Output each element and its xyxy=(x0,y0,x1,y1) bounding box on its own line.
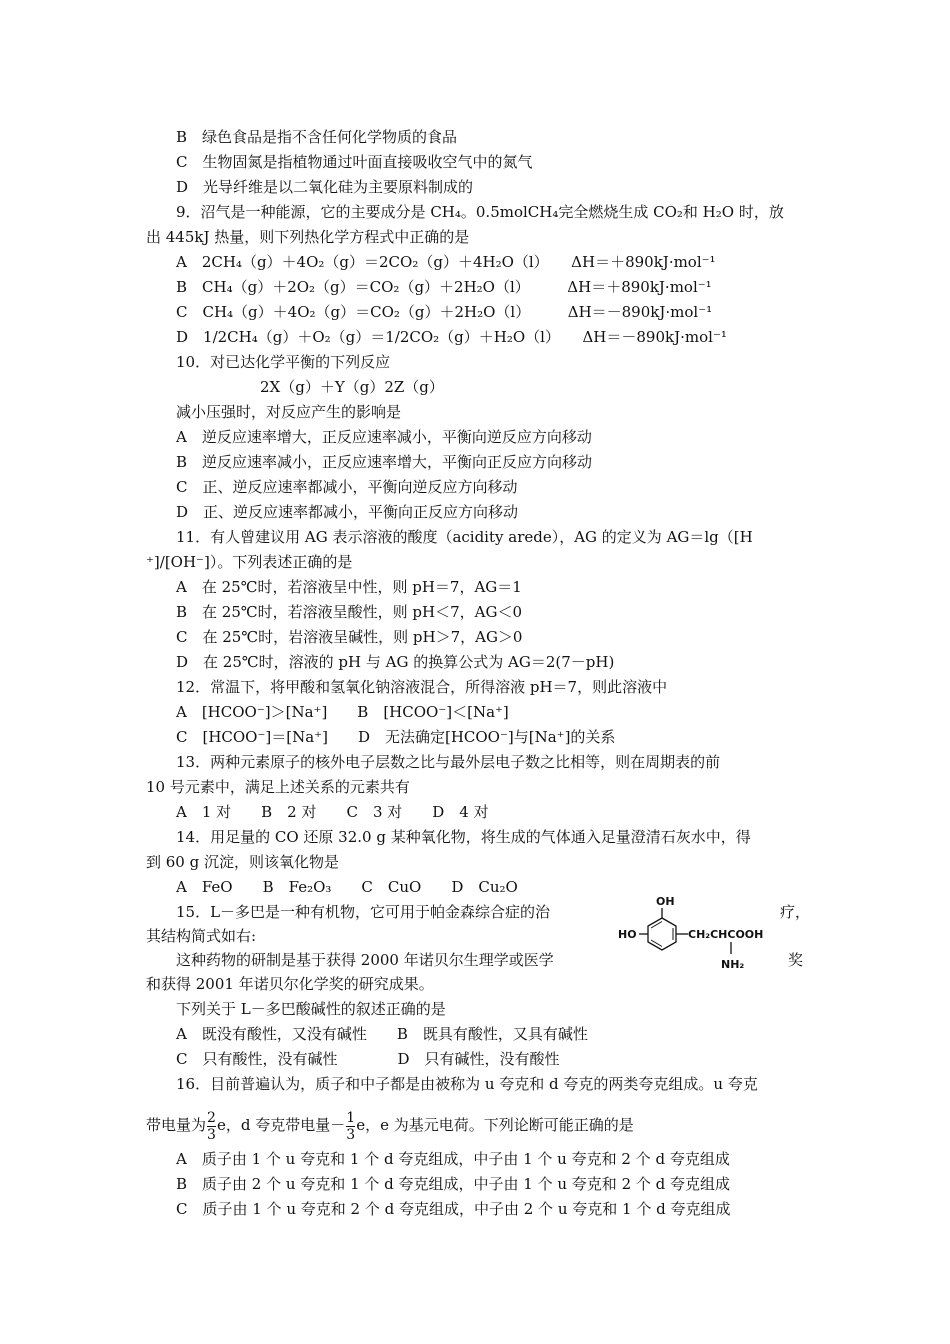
q12-options-ab: A [HCOO⁻]＞[Na⁺] B [HCOO⁻]＜[Na⁺] xyxy=(176,703,509,721)
q10-equation: 2X（g）＋Y（g）2Z（g） xyxy=(260,378,444,396)
l-dopa-structure-diagram xyxy=(618,892,776,976)
q14-options: A FeO B Fe₂O₃ C CuO D Cu₂O xyxy=(176,878,518,896)
q11-option-d: D 在 25℃时，溶液的 pH 与 AG 的换算公式为 AG＝2(7－pH) xyxy=(176,653,615,671)
q9-option-d: D 1/2CH₄（g）＋O₂（g）＝1/2CO₂（g）＋H₂O（l） ΔH＝－890kJ·mol⁻¹ xyxy=(176,328,727,346)
q12-stem: 12．常温下，将甲酸和氢氧化钠溶液混合，所得溶液 pH＝7，则此溶液中 xyxy=(176,678,668,696)
struct-side-chain: CH₂CHCOOH xyxy=(688,928,764,941)
q16-stem-line2 xyxy=(146,1107,634,1143)
q10-stem-line2: 减小压强时，对反应产生的影响是 xyxy=(176,403,402,421)
fraction-one-third xyxy=(346,1110,355,1143)
q13-stem-line1: 13．两种元素原子的核外电子层数之比与最外层电子数之比相等，则在周期表的前 xyxy=(176,753,721,771)
q15-stem-line2: 其结构简式如右: xyxy=(146,927,257,945)
fraction-numerator: 2 xyxy=(207,1109,216,1126)
q10-stem: 10．对已达化学平衡的下列反应 xyxy=(176,353,391,371)
q9-stem-line1: 9．沼气是一种能源，它的主要成分是 CH₄。0.5molCH₄完全燃烧生成 CO₂和 H₂O 时，放 xyxy=(176,203,784,221)
q10-option-d: D 正、逆反应速率都减小，平衡向正反应方向移动 xyxy=(176,503,519,521)
q11-option-c: C 在 25℃时，岩溶液呈碱性，则 pH＞7，AG＞0 xyxy=(176,628,523,646)
q15-stem-line4: 和获得 2001 年诺贝尔化学奖的研究成果。 xyxy=(146,975,434,993)
fraction-denominator: 3 xyxy=(207,1126,216,1143)
struct-oh-top: OH xyxy=(656,895,675,908)
q13-stem-line2: 10 号元素中，满足上述关系的元素共有 xyxy=(146,778,410,796)
q14-stem-line2: 到 60 g 沉淀，则该氧化物是 xyxy=(146,853,339,871)
q10-option-a: A 逆反应速率增大，正反应速率减小，平衡向逆反应方向移动 xyxy=(176,428,592,446)
q16-stem-line1: 16．目前普遍认为，质子和中子都是由被称为 u 夸克和 d 夸克的两类夸克组成。u 夸克 xyxy=(176,1075,758,1093)
q9-option-c: C CH₄（g）＋4O₂（g）＝CO₂（g）＋2H₂O（l） ΔH＝－890kJ·mol⁻¹ xyxy=(176,303,713,321)
q15-stem-line1: 15．L－多巴是一种有机物，它可用于帕金森综合症的治 xyxy=(176,903,551,921)
q9-option-a: A 2CH₄（g）＋4O₂（g）＝2CO₂（g）＋4H₂O（l） ΔH＝＋890kJ·mol⁻¹ xyxy=(176,253,716,271)
q13-options: A 1 对 B 2 对 C 3 对 D 4 对 xyxy=(176,803,489,821)
struct-oh-left: HO xyxy=(618,928,637,941)
q16-option-a: A 质子由 1 个 u 夸克和 1 个 d 夸克组成，中子由 1 个 u 夸克和 2 个 d 夸克组成 xyxy=(176,1150,730,1168)
q11-stem-line1: 11．有人曾建议用 AG 表示溶液的酸度（acidity arede），AG 的定义为 AG＝lg（[H xyxy=(176,528,753,546)
q9-stem-line2: 出 445kJ 热量，则下列热化学方程式中正确的是 xyxy=(146,228,470,246)
q11-option-a: A 在 25℃时，若溶液呈中性，则 pH＝7，AG＝1 xyxy=(176,578,522,596)
q11-option-b: B 在 25℃时，若溶液呈酸性，则 pH＜7，AG＜0 xyxy=(176,603,523,621)
q16-text-part3: e，e 为基元电荷。下列论断可能正确的是 xyxy=(356,1116,634,1134)
q15-stem-line3-end: 奖 xyxy=(788,951,804,969)
q16-option-c: C 质子由 1 个 u 夸克和 2 个 d 夸克组成，中子由 2 个 u 夸克和 1 个 d 夸克组成 xyxy=(176,1200,731,1218)
fraction-numerator: 1 xyxy=(346,1109,356,1126)
fraction-denominator: 3 xyxy=(346,1126,356,1143)
q9-option-b: B CH₄（g）＋2O₂（g）＝CO₂（g）＋2H₂O（l） ΔH＝＋890kJ·mol⁻¹ xyxy=(176,278,712,296)
q15-stem-line5: 下列关于 L－多巴酸碱性的叙述正确的是 xyxy=(176,1000,446,1018)
q12-options-cd: C [HCOO⁻]＝[Na⁺] D 无法确定[HCOO⁻]与[Na⁺]的关系 xyxy=(176,728,616,746)
q10-option-b: B 逆反应速率减小，正反应速率增大，平衡向正反应方向移动 xyxy=(176,453,593,471)
q15-options-ab: A 既没有酸性，又没有碱性 B 既具有酸性，又具有碱性 xyxy=(176,1025,588,1043)
q8-option-d: D 光导纤维是以二氧化硅为主要原料制成的 xyxy=(176,178,474,196)
q16-option-b: B 质子由 2 个 u 夸克和 1 个 d 夸克组成，中子由 1 个 u 夸克和 2 个 d 夸克组成 xyxy=(176,1175,731,1193)
q16-text-part2: e，d 夸克带电量－ xyxy=(217,1116,346,1134)
struct-amino: NH₂ xyxy=(721,958,745,971)
q8-option-c: C 生物固氮是指植物通过叶面直接吸收空气中的氮气 xyxy=(176,153,533,171)
q8-option-b: B 绿色食品是指不含任何化学物质的食品 xyxy=(176,128,458,146)
q16-text-part1: 带电量为 xyxy=(146,1116,207,1134)
q10-option-c: C 正、逆反应速率都减小，平衡向逆反应方向移动 xyxy=(176,478,518,496)
q14-stem-line1: 14．用足量的 CO 还原 32.0 g 某种氧化物，将生成的气体通入足量澄清石灰水中，得 xyxy=(176,828,751,846)
fraction-two-thirds xyxy=(207,1110,216,1143)
q15-options-cd: C 只有酸性，没有碱性 D 只有碱性，没有酸性 xyxy=(176,1050,560,1068)
q15-stem-line1-end: 疗， xyxy=(780,903,811,921)
q15-stem-line3: 这种药物的研制是基于获得 2000 年诺贝尔生理学或医学 xyxy=(176,951,554,969)
q11-stem-line2: ⁺]/[OH⁻]）。下列表述正确的是 xyxy=(146,553,353,571)
